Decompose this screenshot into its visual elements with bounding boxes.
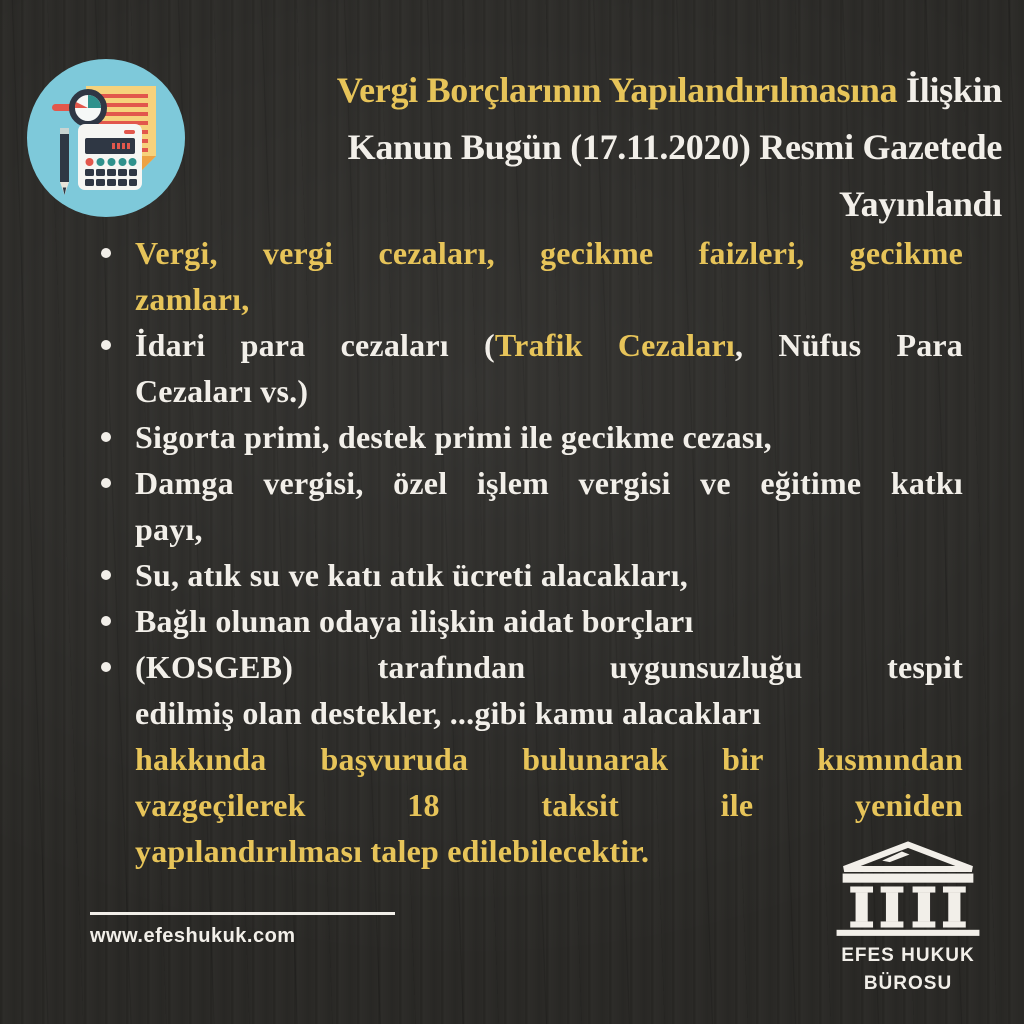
bullet-dot <box>101 570 111 580</box>
bullet-dot <box>101 616 111 626</box>
bullet-text-line <box>135 368 963 414</box>
title-text-segment: İlişkin <box>897 70 1002 110</box>
bullet-text-line <box>135 506 963 552</box>
bullet-text-segment: payı, <box>135 511 203 547</box>
title-text-segment: Vergi Borçlarının Yapılandırılmasına <box>336 70 898 110</box>
tax-calculator-illustration <box>24 54 188 218</box>
bullet-text-segment: Su, atık su ve katı atık ücreti alacakları, <box>135 557 688 593</box>
page-title <box>196 62 1002 233</box>
footer-left <box>90 912 400 948</box>
bullet-text-segment: zamları, <box>135 281 250 317</box>
bullet-text-segment: İdari para cezaları ( <box>135 327 495 363</box>
bullet-text-line <box>135 782 963 828</box>
tax-calculator-icon <box>24 54 188 218</box>
law-office-logo <box>822 840 994 998</box>
bullet-text-line <box>135 552 963 598</box>
bullet-text-segment: vazgeçilerek 18 taksit ile yeniden <box>135 787 963 823</box>
logo-text-line1: EFES HUKUK <box>841 945 975 966</box>
bullet-text-segment: edilmiş olan destekler, ...gibi kamu alacakları <box>135 695 762 731</box>
bullet-text-segment: Cezaları vs.) <box>135 373 309 409</box>
pencil <box>60 128 69 195</box>
list-item <box>97 460 963 552</box>
bullet-text-segment: , Nüfus Para <box>734 327 964 363</box>
bullet-text-line <box>135 736 963 782</box>
list-item <box>97 598 963 644</box>
bullet-dot <box>101 340 111 350</box>
bullet-text-segment: yapılandırılması talep edilebilecektir. <box>135 833 650 869</box>
divider-line <box>90 912 395 915</box>
bullet-text-segment: Vergi, vergi cezaları, gecikme faizleri, gecikme <box>135 235 963 271</box>
bullet-list <box>97 230 963 874</box>
list-item <box>97 322 963 414</box>
bullet-text-segment: hakkında başvuruda bulunarak bir kısmından <box>135 741 963 777</box>
title-line <box>196 176 1002 233</box>
bullet-text-line <box>135 598 963 644</box>
website-url: www.efeshukuk.com <box>90 925 296 947</box>
bullet-dot <box>101 478 111 488</box>
bullet-text-line <box>135 690 963 736</box>
title-line <box>196 119 1002 176</box>
title-text-segment: Yayınlandı <box>838 184 1002 224</box>
list-item <box>97 552 963 598</box>
list-item <box>97 414 963 460</box>
calculator <box>78 124 142 190</box>
bullet-text-segment: (KOSGEB) tarafından uygunsuzluğu tespit <box>135 649 963 685</box>
bullet-text-line <box>135 230 963 276</box>
logo-text-line2: BÜROSU <box>863 973 953 994</box>
bullet-text-segment: Bağlı olunan odaya ilişkin aidat borçları <box>135 603 694 639</box>
bullet-text-line <box>135 460 963 506</box>
courthouse-pillars-icon <box>832 840 984 936</box>
bullet-dot <box>101 662 111 672</box>
bullet-text-line <box>135 414 963 460</box>
list-item <box>97 230 963 322</box>
bullet-dot <box>101 248 111 258</box>
title-text-segment: Kanun Bugün (17.11.2020) Resmi Gazetede <box>347 127 1002 167</box>
bullet-text-line <box>135 276 963 322</box>
bullet-text-line <box>135 644 963 690</box>
bullet-dot <box>101 432 111 442</box>
bullet-text-segment: Trafik Cezaları <box>494 327 735 363</box>
logo-text <box>822 942 994 998</box>
title-line <box>196 62 1002 119</box>
bullet-text-line <box>135 322 963 368</box>
bullet-text-segment: Damga vergisi, özel işlem vergisi ve eğitime katkı <box>135 465 963 501</box>
bullet-text-segment: Sigorta primi, destek primi ile gecikme cezası, <box>135 419 772 455</box>
